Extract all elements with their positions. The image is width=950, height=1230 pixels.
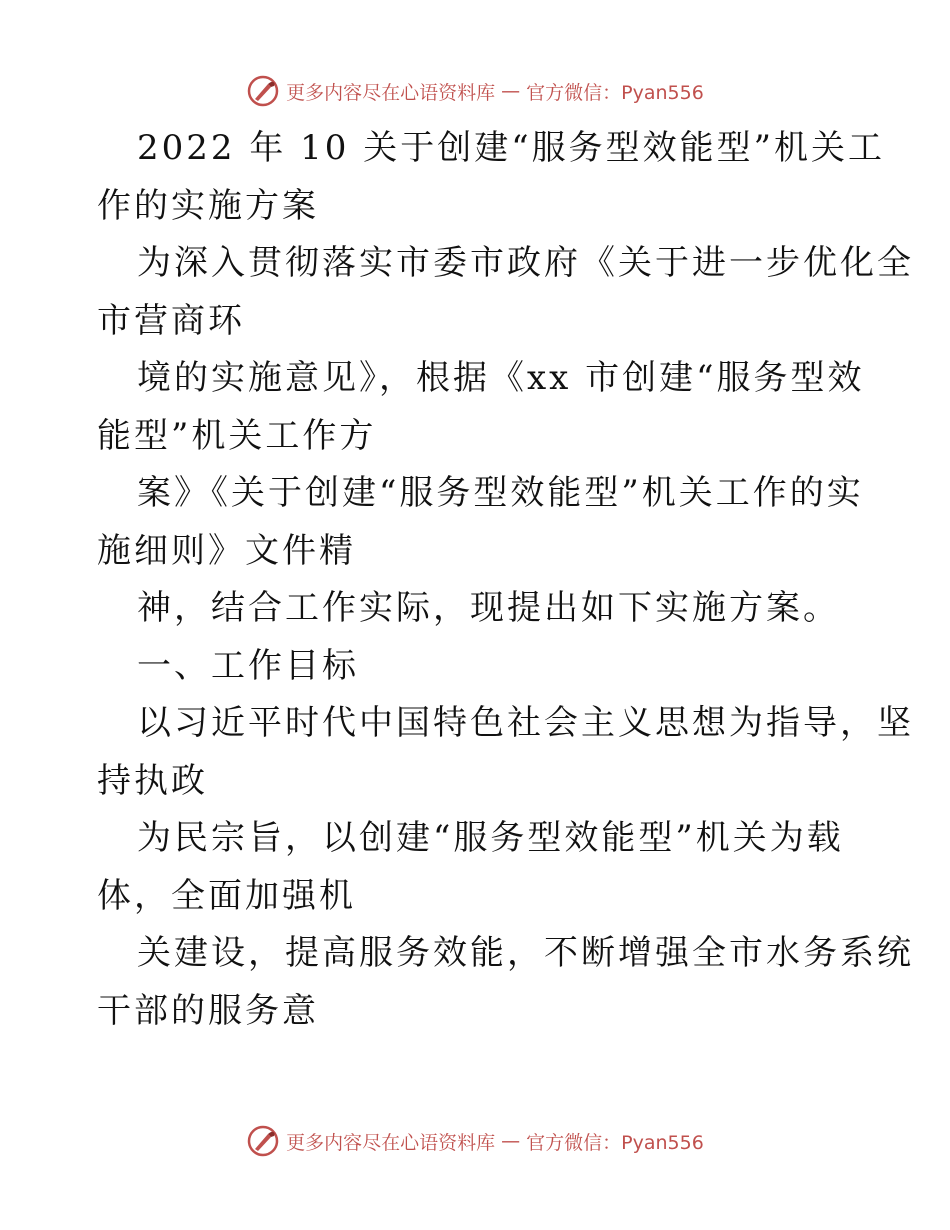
document-line: 2022 年 10 关于创建“服务型效能型”机关工 (137, 128, 885, 168)
document-line: 神，结合工作实际，现提出如下实施方案。 (137, 588, 840, 628)
document-line: 体，全面加强机 (97, 875, 356, 916)
footer-banner (0, 1124, 950, 1158)
banner-wechat-text: 官方微信：Pyan556 (526, 1131, 704, 1154)
document-line: 以习近平时代中国特色社会主义思想为指导，坚 (137, 703, 914, 743)
document-line: 为深入贯彻落实市委市政府《关于进一步优化全 (137, 243, 914, 283)
document-line: 境的实施意见》，根据《xx 市创建“服务型效 (137, 358, 865, 398)
quill-logo-icon (246, 74, 280, 108)
banner-wechat-text: 官方微信：Pyan556 (526, 81, 704, 104)
document-line: 一、工作目标 (137, 645, 359, 686)
document-body (97, 120, 914, 1040)
document-line: 施细则》文件精 (97, 530, 356, 571)
banner-separator: — (501, 1130, 521, 1152)
document-line: 持执政 (97, 760, 208, 801)
banner-separator: — (501, 80, 521, 102)
document-line: 为民宗旨，以创建“服务型效能型”机关为载 (137, 818, 844, 858)
banner-main-text: 更多内容尽在心语资料库 (286, 81, 496, 104)
document-line: 案》《关于创建“服务型效能型”机关工作的实 (137, 473, 864, 513)
document-line: 干部的服务意 (97, 990, 319, 1031)
banner-main-text: 更多内容尽在心语资料库 (286, 1131, 496, 1154)
document-line: 关建设，提高服务效能，不断增强全市水务系统 (137, 933, 914, 973)
document-line: 作的实施方案 (97, 185, 319, 226)
document-line: 市营商环 (97, 300, 245, 341)
quill-logo-icon (246, 1124, 280, 1158)
header-banner (0, 74, 950, 108)
document-line: 能型”机关工作方 (97, 415, 377, 456)
